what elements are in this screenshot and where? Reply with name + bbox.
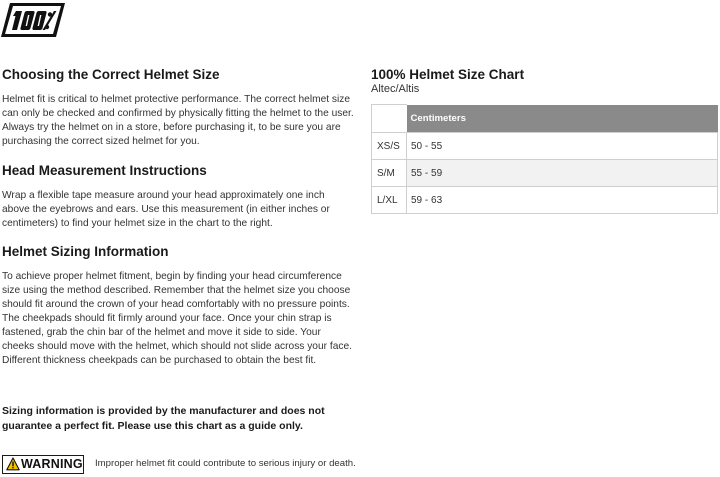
warning-message: Improper helmet fit could contribute to serious injury or death.	[95, 458, 356, 469]
size-label: S/M	[372, 160, 407, 187]
section-title-sizing-information: Helmet Sizing Information	[2, 244, 169, 259]
warning-label: WARNING	[21, 457, 83, 471]
size-label: XS/S	[372, 133, 407, 160]
section-body-choosing-size: Helmet fit is critical to helmet protective performance. The correct helmet size can only be checked and confirmed by physically fitting the helmet to the user. Always try the helmet on in a store, before purchasing it, to be sure you are purchasing the correct sized helmet for you.	[2, 94, 354, 147]
warning-badge	[2, 455, 84, 474]
warning-triangle-icon	[6, 457, 20, 471]
size-range: 59 - 63	[407, 187, 718, 214]
section-title-choosing-size: Choosing the Correct Helmet Size	[2, 67, 220, 82]
section-body-sizing-information: To achieve proper helmet fitment, begin by finding your head circumference size using the method described. Remember that the helmet size you choose should fit around the crown of your head comfortably with no pressure points. The cheekpads should fit firmly around your face. Once your chin strap is fastened, grab the chin bar of the helmet and move it side to side. Your cheeks should move with the helmet, which should not slide across your face. Different thickness cheekpads can be purchased to obtain the best fit.	[2, 271, 352, 366]
warning-notice	[2, 455, 402, 475]
disclaimer-text: Sizing information is provided by the manufacturer and does not guarantee a perfect fit. Please use this chart as a guide only.	[2, 405, 325, 432]
size-label: L/XL	[372, 187, 407, 214]
table-header-row	[372, 105, 718, 133]
section-title-head-measurement: Head Measurement Instructions	[2, 163, 207, 178]
brand-logo[interactable]	[0, 2, 66, 38]
section-body-head-measurement: Wrap a flexible tape measure around your head approximately one inch above the eyebrows and ears. Use this measurement (in either inches or centimeters) to find your helmet size in the chart to the right.	[2, 190, 330, 229]
size-range: 55 - 59	[407, 160, 718, 187]
size-chart-table	[371, 104, 718, 214]
size-chart-subtitle: Altec/Altis	[371, 83, 420, 95]
column-header-centimeters: Centimeters	[410, 112, 466, 124]
table-header-corner	[372, 105, 407, 133]
table-row	[372, 187, 718, 214]
size-range: 50 - 55	[407, 133, 718, 160]
table-row	[372, 160, 718, 187]
size-chart-title: 100% Helmet Size Chart	[371, 67, 525, 82]
table-row	[372, 133, 718, 160]
brand-logo-mark	[0, 2, 66, 38]
